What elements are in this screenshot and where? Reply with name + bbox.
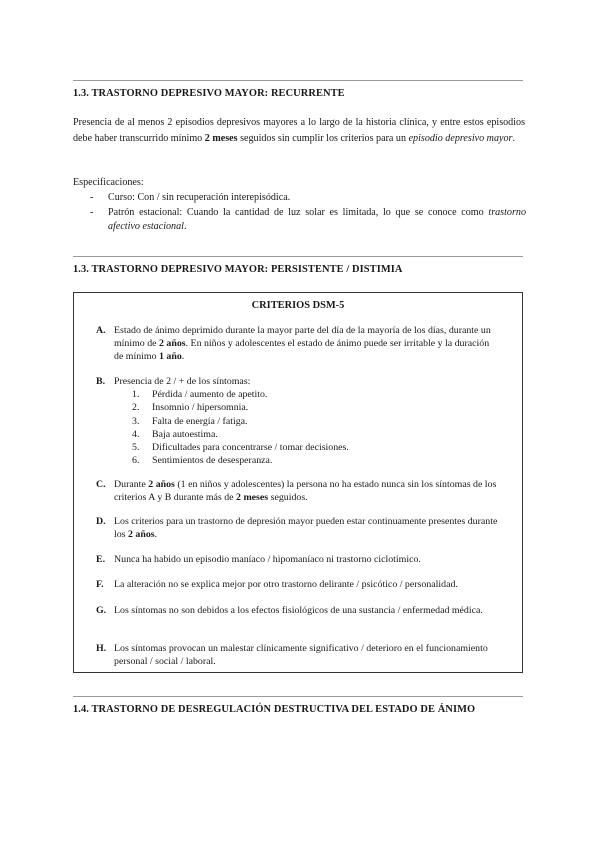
- item-text: Sentimientos de desesperanza.: [152, 455, 273, 467]
- criterion-e: [96, 553, 498, 566]
- criterion-d: [96, 515, 498, 541]
- criterion-letter: F.: [96, 579, 104, 590]
- item-text: Dificultades para concentrarse / tomar decisiones.: [152, 442, 349, 454]
- specifications-list: [90, 191, 526, 235]
- list-item: [132, 388, 498, 401]
- item-text: Baja autoestima.: [152, 428, 218, 440]
- italic-run: trastorno afectivo estacional: [108, 206, 526, 232]
- list-item: [132, 441, 498, 454]
- list-item: [90, 206, 526, 235]
- italic-run: episodio depresivo mayor: [408, 132, 513, 144]
- section-heading-disruptive: 1.4. TRASTORNO DE DESREGULACIÓN DESTRUCTIVA DEL ESTADO DE ÁNIMO: [73, 704, 476, 715]
- list-item: [132, 454, 498, 467]
- item-number: 2.: [132, 402, 140, 414]
- criterion-g: [96, 604, 498, 617]
- criterion-text: Los síntomas provocan un malestar clínicamente significativo / deterioro en el funcionamiento personal / social / laboral.: [114, 643, 488, 668]
- bold-run: 2 años: [148, 479, 175, 490]
- criterion-letter: A.: [96, 325, 106, 336]
- criterion-letter: B.: [96, 376, 106, 387]
- dsm5-criteria-box: [73, 292, 523, 673]
- text-run: (1 en niños y adolescentes) la persona no ha estado nunca sin los síntomas de los criterios A y B durante más de: [114, 479, 497, 504]
- section-heading-persistent: 1.3. TRASTORNO DEPRESIVO MAYOR: PERSISTENTE / DISTIMIA: [73, 264, 403, 275]
- item-text: Pérdida / aumento de apetito.: [152, 389, 268, 401]
- item-number: 1.: [132, 389, 140, 401]
- item-text: Falta de energía / fatiga.: [152, 415, 248, 427]
- text-run: Presencia de al menos 2 episodios depresivos mayores a lo largo de la historia clínica, y entre estos episodios debe haber transcurrido mínimo: [73, 117, 525, 144]
- dash-marker: -: [90, 206, 94, 218]
- item-number: 3.: [132, 415, 140, 427]
- text-run: Patrón estacional: Cuando la cantidad de luz solar es limitada, lo que se conoce como: [108, 206, 489, 218]
- item-text: Insomnio / hipersomnia.: [152, 402, 249, 414]
- criterion-text: Los síntomas no son debidos a los efectos fisiológicos de una sustancia / enfermedad médica.: [114, 605, 483, 616]
- criterion-text: La alteración no se explica mejor por otro trastorno delirante / psicótico / personalidad.: [114, 579, 458, 590]
- criterion-f: [96, 578, 498, 591]
- criterion-a: [96, 324, 498, 364]
- bold-run: 2 meses: [204, 132, 238, 144]
- criterion-letter: C.: [96, 479, 106, 490]
- text-run: Durante: [114, 479, 149, 490]
- text-run: seguidos sin cumplir los criterios para un: [237, 132, 409, 144]
- criterion-letter: D.: [96, 516, 106, 527]
- criterion-text: Presencia de 2 / + de los síntomas:: [114, 376, 251, 387]
- criterion-letter: G.: [96, 605, 107, 616]
- criterion-b: [96, 375, 498, 467]
- criterion-letter: E.: [96, 554, 106, 565]
- section-divider: [73, 80, 523, 81]
- text-run: .: [512, 132, 516, 144]
- item-number: 5.: [132, 442, 140, 454]
- dash-marker: -: [90, 192, 94, 203]
- text-run: Estado de ánimo deprimido durante la mayor parte del día de la mayoría de los días, durante un mínimo de: [114, 325, 491, 350]
- text-run: .: [181, 351, 185, 363]
- item-number: 6.: [132, 455, 140, 467]
- criterion-c: [96, 478, 498, 504]
- recurrent-description: [73, 115, 525, 146]
- list-item: [132, 401, 498, 414]
- section-heading-recurrent: 1.3. TRASTORNO DEPRESIVO MAYOR: RECURRENTE: [73, 88, 345, 99]
- symptom-list: [132, 388, 498, 467]
- text-run: .: [183, 221, 187, 232]
- bold-run: 2 años: [158, 338, 186, 350]
- bold-run: 1 año: [158, 351, 182, 363]
- text-run: .: [154, 529, 158, 541]
- specifications-label: Especificaciones:: [73, 177, 144, 188]
- criterion-letter: H.: [96, 643, 107, 654]
- list-item: [132, 415, 498, 428]
- list-item: [90, 191, 526, 206]
- bold-run: 2 meses: [236, 492, 269, 504]
- criterion-h: [96, 642, 498, 668]
- dsm5-criteria-title: CRITERIOS DSM-5: [251, 300, 345, 311]
- text-run: seguidos.: [268, 492, 308, 504]
- bold-run: 2 años: [128, 529, 155, 541]
- text-run: Curso: Con / sin recuperación interepisódica.: [108, 192, 291, 203]
- criterion-text: Nunca ha habido un episodio maníaco / hipomaníaco ni trastorno ciclotímico.: [114, 554, 421, 565]
- section-divider: [73, 256, 523, 257]
- section-divider: [73, 696, 523, 697]
- item-number: 4.: [132, 428, 140, 440]
- list-item: [132, 428, 498, 441]
- text-run: Los criterios para un trastorno de depresión mayor pueden estar continuamente presentes durante los: [114, 516, 498, 541]
- text-run: . En niños y adolescentes el estado de ánimo puede ser irritable y la duración de mínimo: [114, 338, 490, 363]
